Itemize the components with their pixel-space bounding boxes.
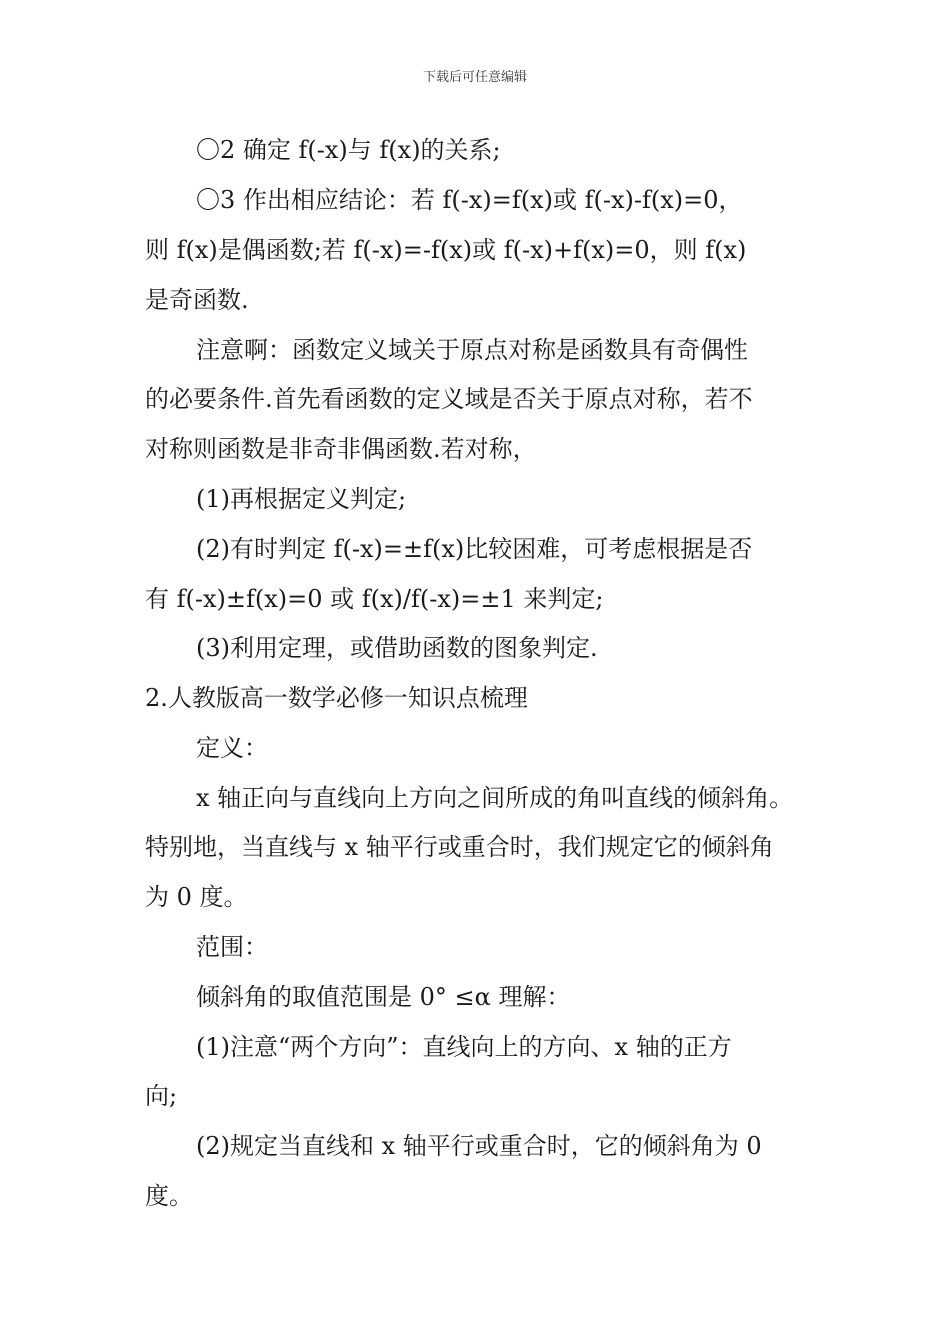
text-line: x 轴正向与直线向上方向之间所成的角叫直线的倾斜角。 (196, 784, 794, 812)
text-line: 特别地，当直线与 x 轴平行或重合时，我们规定它的倾斜角 (145, 833, 774, 861)
text-line: 度。 (145, 1182, 193, 1210)
text-line: 是奇函数. (145, 286, 249, 314)
text-line: 则 f(x)是偶函数;若 f(-x)=-f(x)或 f(-x)+f(x)=0，则 f(x) (145, 236, 747, 264)
text-line: 注意啊：函数定义域关于原点对称是函数具有奇偶性 (196, 336, 748, 364)
text-line: 〇3 作出相应结论：若 f(-x)=f(x)或 f(-x)-f(x)=0， (196, 186, 743, 214)
text-line: (2)规定当直线和 x 轴平行或重合时，它的倾斜角为 0 (196, 1132, 762, 1160)
text-line: 的必要条件.首先看函数的定义域是否关于原点对称，若不 (145, 385, 753, 413)
text-line: (3)利用定理，或借助函数的图象判定. (196, 634, 598, 662)
text-line: 向; (145, 1082, 178, 1110)
text-line: 有 f(-x)±f(x)=0 或 f(x)/f(-x)=±1 来判定; (145, 585, 604, 613)
text-line: (1)注意“两个方向”：直线向上的方向、x 轴的正方 (196, 1033, 732, 1061)
text-line: 定义： (196, 734, 268, 762)
text-line: 倾斜角的取值范围是 0° ≤α 理解： (196, 983, 571, 1011)
text-line: (2)有时判定 f(-x)=±f(x)比较困难，可考虑根据是否 (196, 535, 753, 563)
section-heading: 2.人教版高一数学必修一知识点梳理 (145, 684, 528, 712)
text-line: 〇2 确定 f(-x)与 f(x)的关系; (196, 136, 501, 164)
text-line: 为 0 度。 (145, 883, 248, 911)
page-header: 下载后可任意编辑 (422, 70, 527, 85)
text-line: 对称则函数是非奇非偶函数.若对称， (145, 435, 537, 463)
text-line: 范围： (196, 933, 268, 961)
text-line: (1)再根据定义判定; (196, 485, 407, 513)
